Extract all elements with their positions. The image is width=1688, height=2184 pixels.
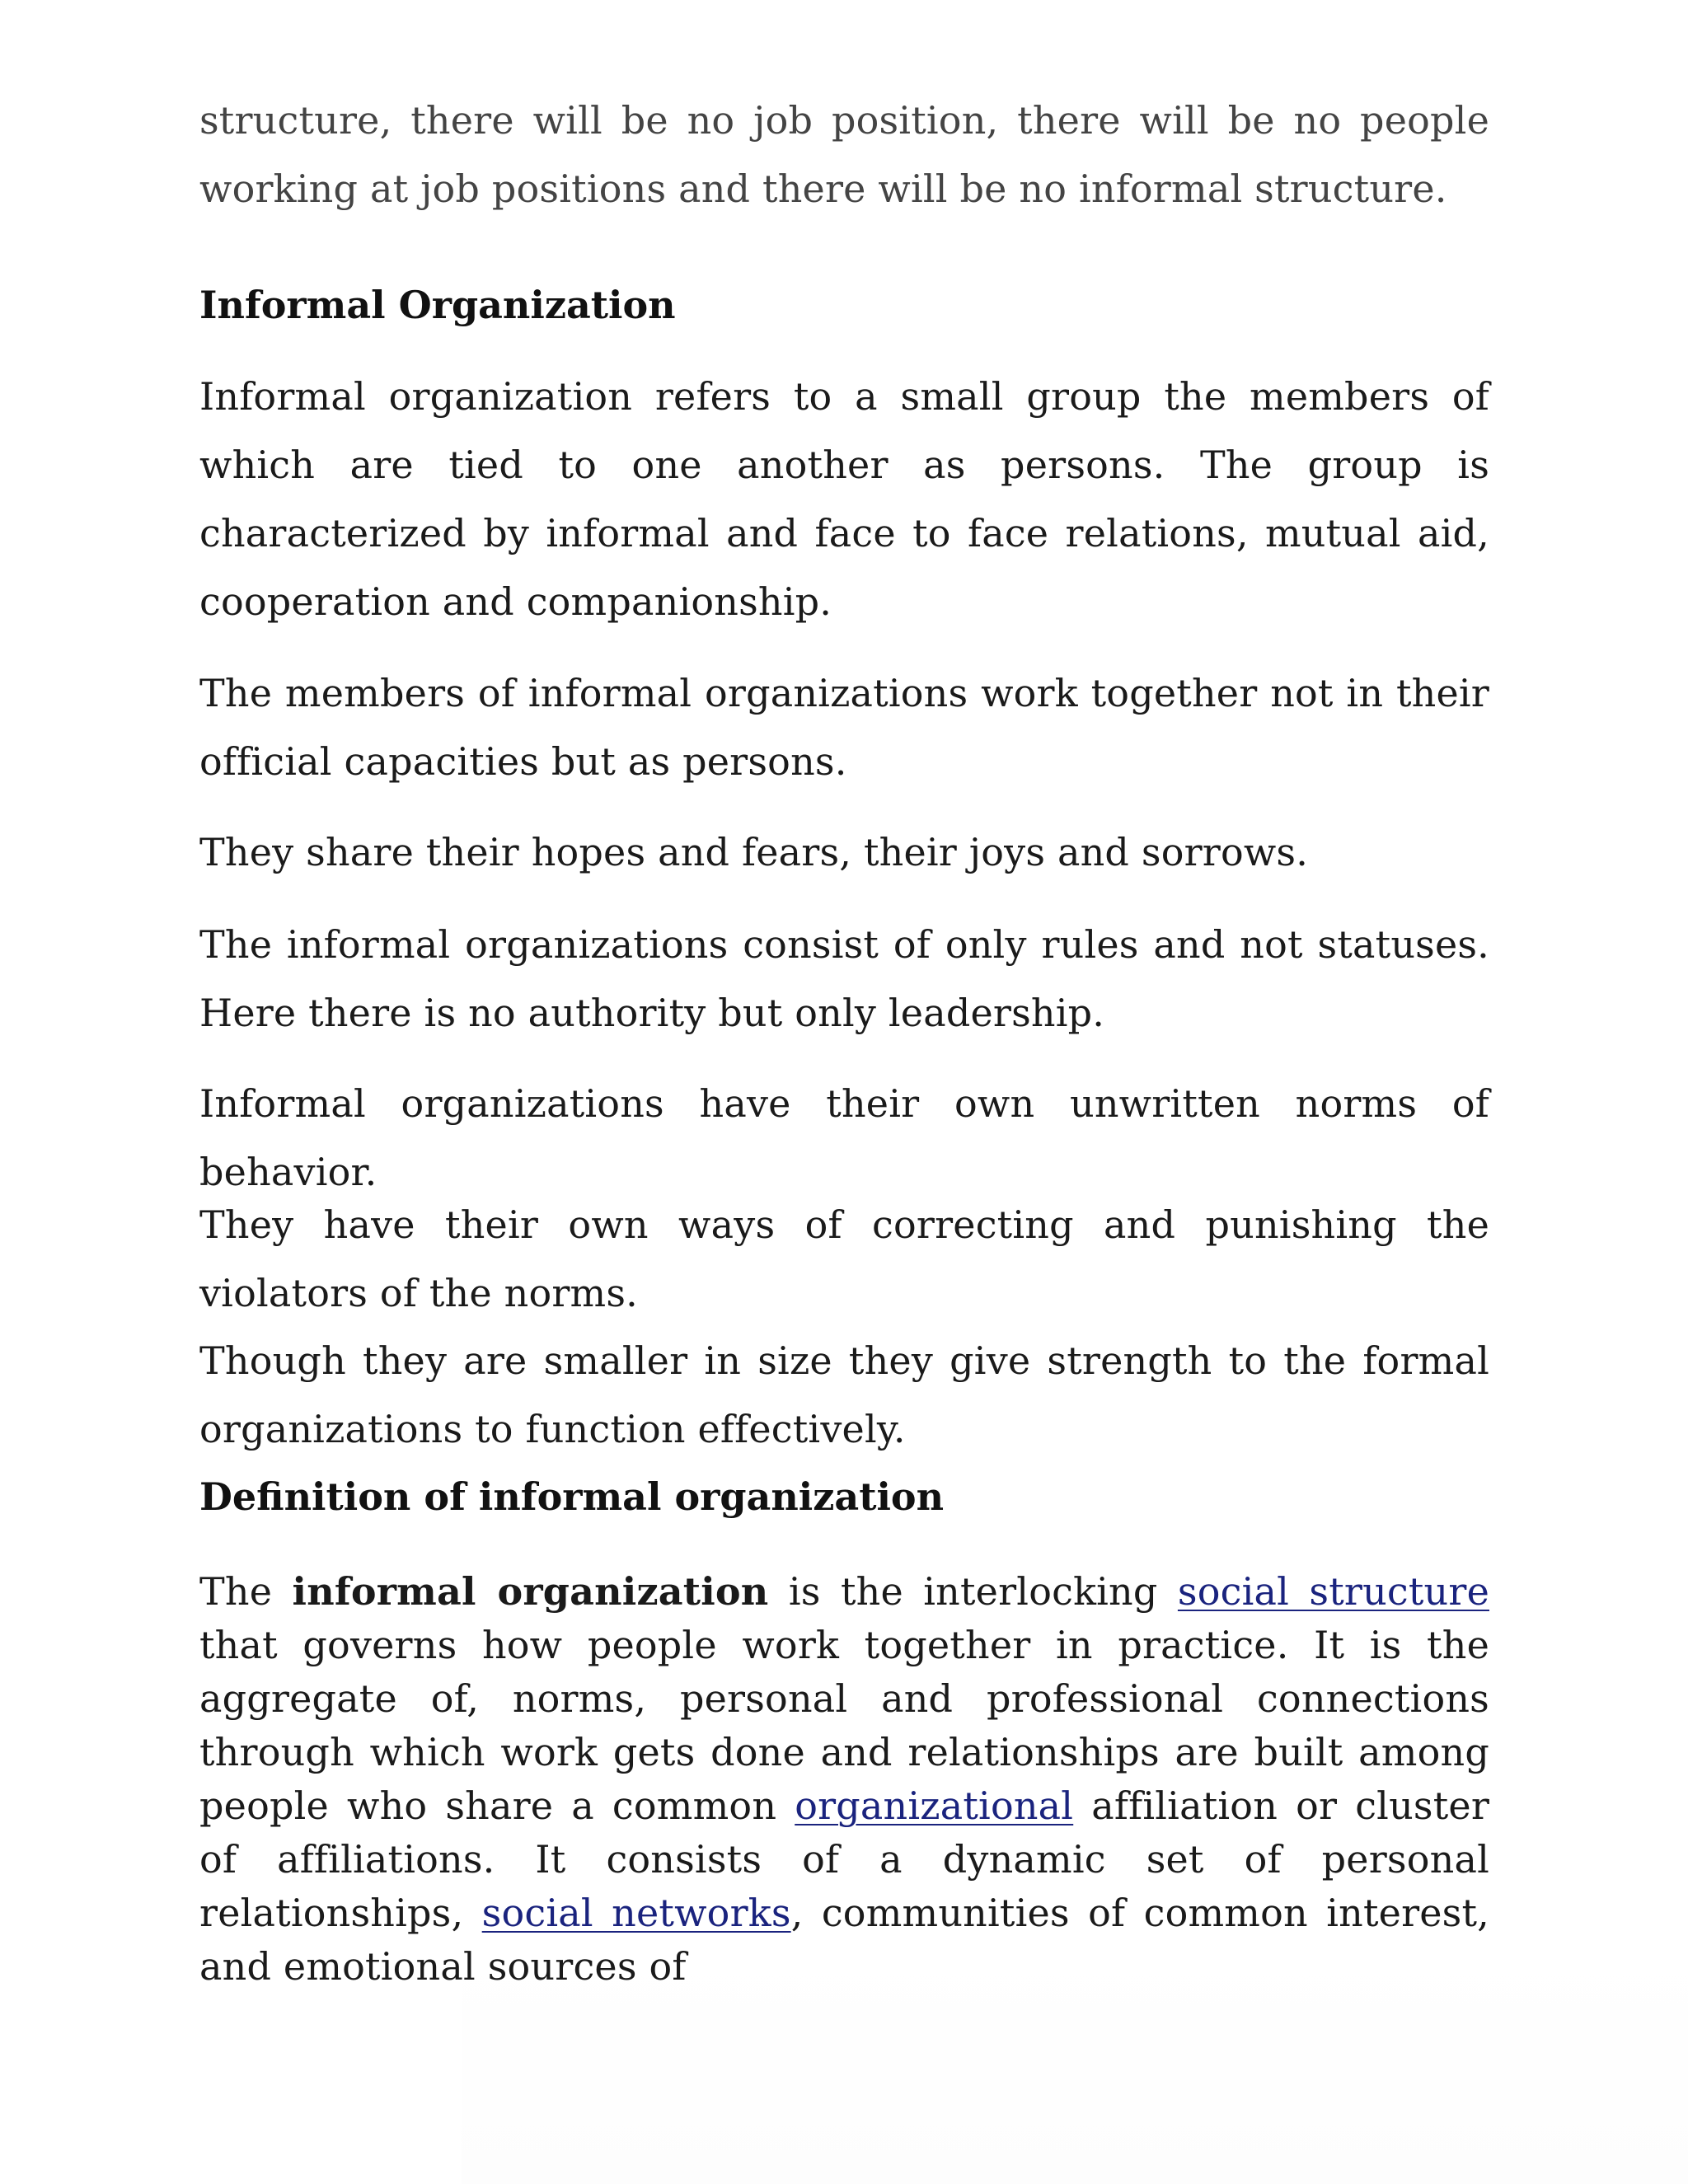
paragraph-2: The members of informal organizations work together not in their official capacities but as persons. bbox=[199, 671, 1489, 784]
definition-text-3: that governs how people work together in practice. It is the aggregate of, norms, personal and professional connections through which work gets done and relationships are built among people who share a common bbox=[199, 1623, 1489, 1828]
definition-heading-block bbox=[199, 1472, 1489, 1521]
organizational-link[interactable]: organizational bbox=[795, 1783, 1074, 1828]
paragraph-1: Informal organization refers to a small group the members of which are tied to one another as persons. The group is characterized by informal and face to face relations, mutual aid, cooperation and companionship. bbox=[199, 374, 1489, 624]
social-networks-link[interactable]: social networks bbox=[481, 1891, 791, 1935]
definition-paragraph-block bbox=[199, 1565, 1489, 1994]
paragraph-block-2 bbox=[199, 659, 1489, 796]
paragraph-block-4 bbox=[199, 911, 1489, 1047]
section-heading-informal-organization: Informal Organization bbox=[199, 283, 676, 327]
definition-paragraph bbox=[199, 1565, 1489, 1994]
paragraph-7: Though they are smaller in size they give strength to the formal organizations to function effectively. bbox=[199, 1338, 1489, 1451]
section-heading-definition: Definition of informal organization bbox=[199, 1474, 945, 1519]
definition-text-1: The bbox=[199, 1569, 293, 1614]
paragraph-3: They share their hopes and fears, their joys and sorrows. bbox=[199, 830, 1309, 874]
definition-bold-term: informal organization bbox=[292, 1569, 769, 1614]
definition-text-2: is the interlocking bbox=[768, 1569, 1178, 1614]
paragraph-block-3 bbox=[199, 818, 1489, 887]
intro-paragraph: structure, there will be no job position, there will be no people working at job positions and there will be no informal structure. bbox=[199, 98, 1489, 211]
paragraph-5: Informal organizations have their own unwritten norms of behavior. bbox=[199, 1081, 1489, 1194]
paragraph-block-7 bbox=[199, 1327, 1489, 1464]
social-structure-link[interactable]: social structure bbox=[1177, 1569, 1489, 1614]
paragraph-block-6 bbox=[199, 1191, 1489, 1328]
paragraph-block-1 bbox=[199, 363, 1489, 636]
definition-text-5: , communities of common interest, and emotional sources of bbox=[199, 1891, 1489, 1989]
definition-text-4: affiliation or cluster of affiliations. It consists of a dynamic set of personal relationships, bbox=[199, 1783, 1490, 1935]
paragraph-block-5 bbox=[199, 1070, 1489, 1207]
paragraph-4: The informal organizations consist of only rules and not statuses. Here there is no authority but only leadership. bbox=[199, 922, 1489, 1035]
heading-block bbox=[199, 280, 1489, 330]
intro-paragraph-block bbox=[199, 87, 1489, 223]
paragraph-6: They have their own ways of correcting and punishing the violators of the norms. bbox=[199, 1202, 1489, 1315]
